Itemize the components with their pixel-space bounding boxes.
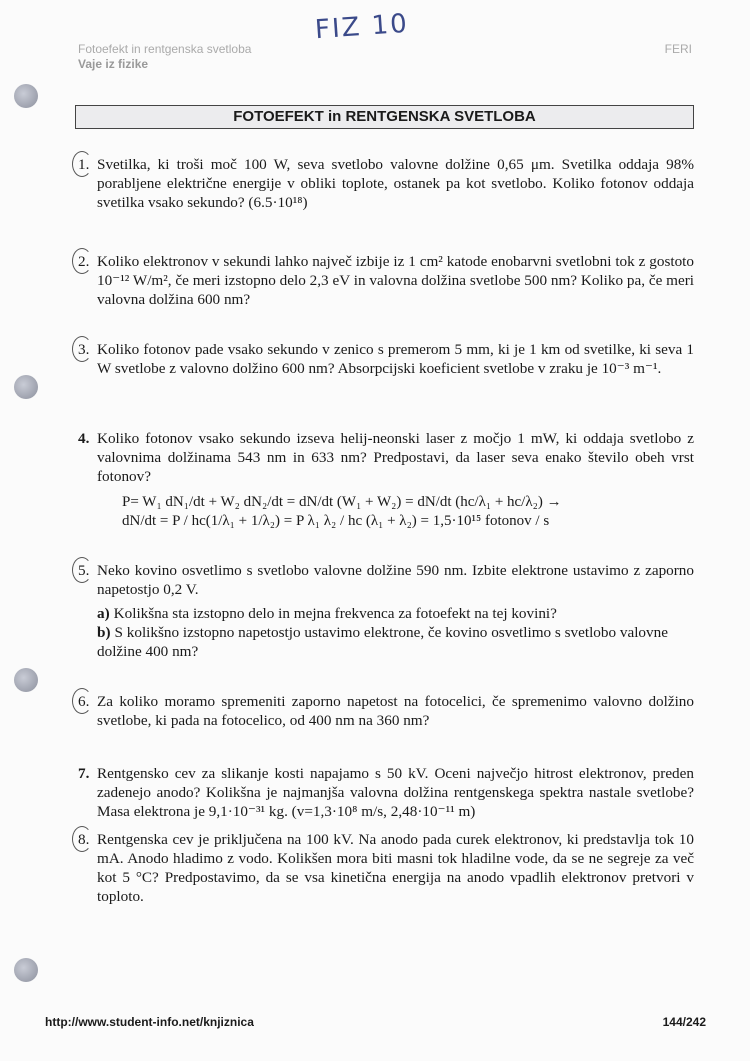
- formula-line-2: dN/dt = P / hc(1/λ₁ + 1/λ₂) = P λ₁ λ₂ / hc (λ₁ + λ₂) = 1,5·10¹⁵ fotonov / s: [122, 513, 550, 529]
- subquestion-b: [97, 623, 694, 661]
- problem-number: 1.: [78, 156, 90, 173]
- subquestion-text: Kolikšna sta izstopno delo in mejna frekvenca za fotoefekt na tej kovini?: [113, 605, 557, 622]
- problem-4: [78, 429, 694, 486]
- handwritten-note: FIZ 10: [314, 8, 410, 46]
- header-subject: Fotoefekt in rentgenska svetloba: [78, 42, 252, 56]
- page-number: 144/242: [662, 1015, 706, 1029]
- binder-hole: [14, 958, 38, 982]
- subquestion-a: [97, 604, 694, 623]
- binder-hole: [14, 668, 38, 692]
- problem-text: Rentgenska cev je priključena na 100 kV. Na anodo pada curek elektronov, ki predstavlja tok 10 mA. Anodo hladimo z vodo. Kolikšen mora biti masni tok hladilne vode, da se ne segreje za več kot 5 °C? Predpostavimo, da se vsa kinetična energija na anodo vpadlih elektronov pretvori v toploto.: [97, 831, 694, 905]
- page-title: FOTOEFEKT in RENTGENSKA SVETLOBA: [75, 105, 694, 129]
- problem-text: Koliko elektronov v sekundi lahko največ izbije iz 1 cm² katode enobarvni svetlobni tok z gostoto 10⁻¹² W/m², če meri izstopno delo 2,3 eV in valovna dolžina svetlobe 500 nm? Koliko pa, če meri valovna dolžina 600 nm?: [97, 253, 694, 308]
- problem-number: 2.: [78, 253, 90, 270]
- problem-text: Rentgensko cev za slikanje kosti napajamo s 50 kV. Oceni največjo hitrost elektronov, preden zadenejo anodo? Kolikšna je najmanjša valovna dolžina rentgenskega spektra nastale svetlobe? Masa elektrona je 9,1·10⁻³¹ kg. (v=1,3·10⁸ m/s, 2,48·10⁻¹¹ m): [97, 765, 694, 820]
- problem-number: 4.: [78, 430, 90, 447]
- header-institution: FERI: [664, 42, 692, 56]
- problem-2: [78, 252, 694, 309]
- problem-number: 7.: [78, 765, 90, 782]
- binder-hole: [14, 375, 38, 399]
- footer-url[interactable]: http://www.student-info.net/knjiznica: [45, 1015, 254, 1029]
- problem-text: Koliko fotonov pade vsako sekundo v zenico s premerom 5 mm, ki je 1 km od svetilke, ki seva 1 W svetlobe z valovno dolžino 600 nm? Absorpcijski koeficient svetlobe v zraku je 10⁻³ m⁻¹.: [97, 341, 694, 377]
- problem-3: [78, 340, 694, 378]
- problem-text: Za koliko moramo spremeniti zaporno napetost na fotocelici, če spremenimo valovno dolžino svetlobe, ki pada na fotocelico, od 400 nm na 360 nm?: [97, 693, 694, 729]
- problem-text: Koliko fotonov vsako sekundo izseva helij-neonski laser z močjo 1 mW, ki oddaja svetlobo z valovnima dolžinama 543 nm in 633 nm? Predpostavi, da laser seva enako število obeh vrst fotonov?: [97, 430, 694, 485]
- problem-1: [78, 155, 694, 212]
- problem-text: Neko kovino osvetlimo s svetlobo valovne dolžine 590 nm. Izbite elektrone ustavimo z zaporno napetostjo 0,2 V.: [97, 562, 694, 598]
- header-course: Vaje iz fizike: [78, 57, 149, 71]
- problem-number: 5.: [78, 562, 90, 579]
- solution-formula: [122, 493, 562, 531]
- problem-8: [78, 830, 694, 906]
- problem-5: [78, 561, 694, 599]
- subquestion-text: S kolikšno izstopno napetostjo ustavimo elektrone, če kovino osvetlimo s svetlobo valovne dolžine 400 nm?: [97, 624, 668, 660]
- problem-text: Svetilka, ki troši moč 100 W, seva svetlobo valovne dolžine 0,65 μm. Svetilka oddaja 98% porabljene električne energije v obliki toplote, ostanek pa kot svetlobo. Koliko fotonov oddaja svetilka vsako sekundo? (6.5·10¹⁸): [97, 156, 694, 211]
- problem-number: 6.: [78, 693, 90, 710]
- problem-7: [78, 764, 694, 821]
- problem-number: 3.: [78, 341, 90, 358]
- subquestion-label: b): [97, 624, 111, 641]
- subquestion-label: a): [97, 605, 110, 622]
- problem-number: 8.: [78, 831, 90, 848]
- formula-line-1: P= W₁ dN₁/dt + W₂ dN₂/dt = dN/dt (W₁ + W₂) = dN/dt (hc/λ₁ + hc/λ₂) →: [122, 494, 562, 510]
- problem-6: [78, 692, 694, 730]
- binder-hole: [14, 84, 38, 108]
